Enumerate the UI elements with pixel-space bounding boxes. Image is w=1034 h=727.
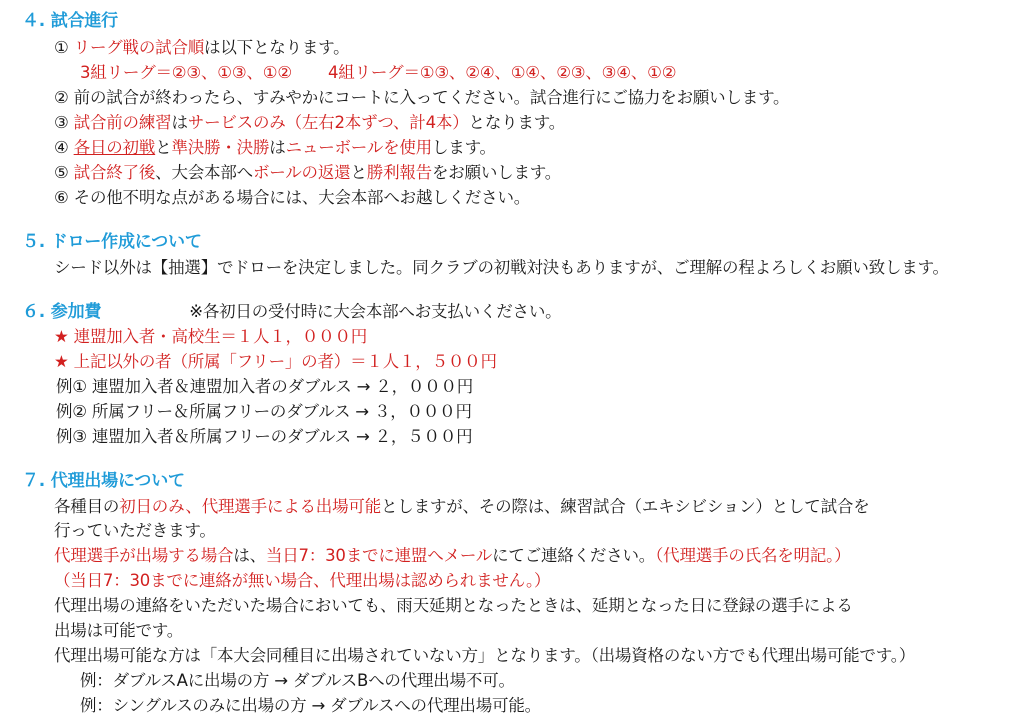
star-icon: ★ [54, 352, 69, 371]
item-text: をお願いします。 [431, 163, 562, 182]
proxy-example-2: 例：シングルスのみに出場の方 → ダブルスへの代理出場可能。 [80, 696, 541, 715]
fee-payment-note: ※各初日の受付時に大会本部へお支払いください。 [189, 302, 562, 321]
proxy-line-7: 代理出場可能な方は「本大会同種目に出場されていない方」となります。（出場資格のない方でも代理出場可能です。） [54, 646, 916, 665]
section-5-heading: ５. ドロー作成について [22, 232, 202, 252]
item-text: します。 [431, 138, 496, 157]
proxy-line-3 [54, 544, 851, 568]
fee-other [54, 350, 497, 374]
item-number: ③ [54, 113, 69, 132]
emphasis-text: ニューボールを使用 [285, 138, 432, 157]
section-6-header-line [22, 300, 561, 324]
proxy-text: にてご連絡ください。 [492, 546, 656, 565]
fee-example-1: 例① 連盟加入者＆連盟加入者のダブルス → ２，０００円 [56, 377, 474, 396]
proxy-line-1 [54, 495, 870, 519]
proxy-line-6: 出場は可能です。 [54, 621, 184, 640]
item-4-1 [54, 36, 349, 60]
emphasis-text: ボールの返還 [252, 163, 351, 182]
league-order-line [80, 61, 676, 85]
emphasis-text: 試合終了後 [73, 163, 156, 182]
fee-text: 上記以外の者（所属「フリー」の者）＝１人１，５００円 [73, 352, 497, 371]
group3-order: 3組リーグ＝②③、①③、①② [80, 63, 292, 82]
proxy-example-1: 例：ダブルスAに出場の方 → ダブルスBへの代理出場不可。 [80, 671, 515, 690]
star-icon: ★ [54, 327, 69, 346]
emphasis-text: 勝利報告 [366, 163, 432, 182]
proxy-text: は、 [233, 546, 266, 565]
item-4-3 [54, 111, 565, 135]
fee-example-2: 例② 所属フリー＆所属フリーのダブルス → ３，０００円 [56, 402, 472, 421]
fee-example-3: 例③ 連盟加入者＆所属フリーのダブルス → ２，５００円 [56, 427, 473, 446]
section-4-heading: ４. 試合進行 [22, 11, 118, 31]
item-4-5 [54, 161, 561, 185]
fee-member [54, 325, 367, 349]
fee-text: 連盟加入者・高校生＝１人１，０００円 [73, 327, 368, 346]
emphasis-text: 準決勝・決勝 [171, 138, 270, 157]
draw-paragraph: シード以外は【抽選】でドローを決定しました。同クラブの初戦対決もありますが、ご理解の程よろしくお願い致します。 [54, 258, 949, 277]
proxy-line-2: 行っていただきます。 [54, 521, 216, 540]
item-text: は [269, 138, 286, 157]
item-number: ⑥ [54, 188, 69, 207]
league-order-label: リーグ戦の試合順 [73, 38, 205, 57]
proxy-text: としますが、その際は、練習試合（エキシビション）として試合を [381, 497, 870, 516]
section-6-heading: ６. 参加費 [22, 302, 102, 322]
emphasis-text: 初日のみ、代理選手による出場可能 [119, 497, 381, 516]
proxy-line-4: （当日7：30までに連絡が無い場合、代理出場は認められません。） [54, 571, 551, 590]
item-text: は以下となります。 [204, 38, 350, 57]
item-4-6 [54, 186, 530, 210]
item-text: と [155, 138, 172, 157]
proxy-line-5: 代理出場の連絡をいただいた場合においても、雨天延期となったときは、延期となった日に登録の選手による [54, 596, 853, 615]
emphasis-text: （代理選手の氏名を明記。） [655, 546, 851, 565]
item-text: は [171, 113, 188, 132]
item-number: ① [54, 38, 69, 57]
emphasis-text: 当日7：30までに連盟へメール [265, 546, 493, 565]
emphasis-text: 各日の初戦 [73, 138, 156, 157]
item-text: となります。 [468, 113, 565, 132]
item-text: と [350, 163, 367, 182]
proxy-text: 各種目の [54, 497, 120, 516]
emphasis-text: 試合前の練習 [73, 113, 172, 132]
item-text: 、大会本部へ [155, 163, 253, 182]
item-text: 前の試合が終わったら、すみやかにコートに入ってください。試合進行にご協力をお願いします。 [73, 88, 790, 107]
item-number: ④ [54, 138, 69, 157]
item-4-4 [54, 136, 496, 160]
item-4-2 [54, 86, 789, 110]
emphasis-text: サービスのみ（左右2本ずつ、計4本） [187, 113, 469, 132]
section-7-heading: ７. 代理出場について [22, 471, 185, 491]
item-number: ② [54, 88, 69, 107]
item-text: その他不明な点がある場合には、大会本部へお越しください。 [73, 188, 531, 207]
group4-order: 4組リーグ＝①③、②④、①④、②③、③④、①② [327, 63, 677, 82]
item-number: ⑤ [54, 163, 69, 182]
emphasis-text: 代理選手が出場する場合 [54, 546, 234, 565]
